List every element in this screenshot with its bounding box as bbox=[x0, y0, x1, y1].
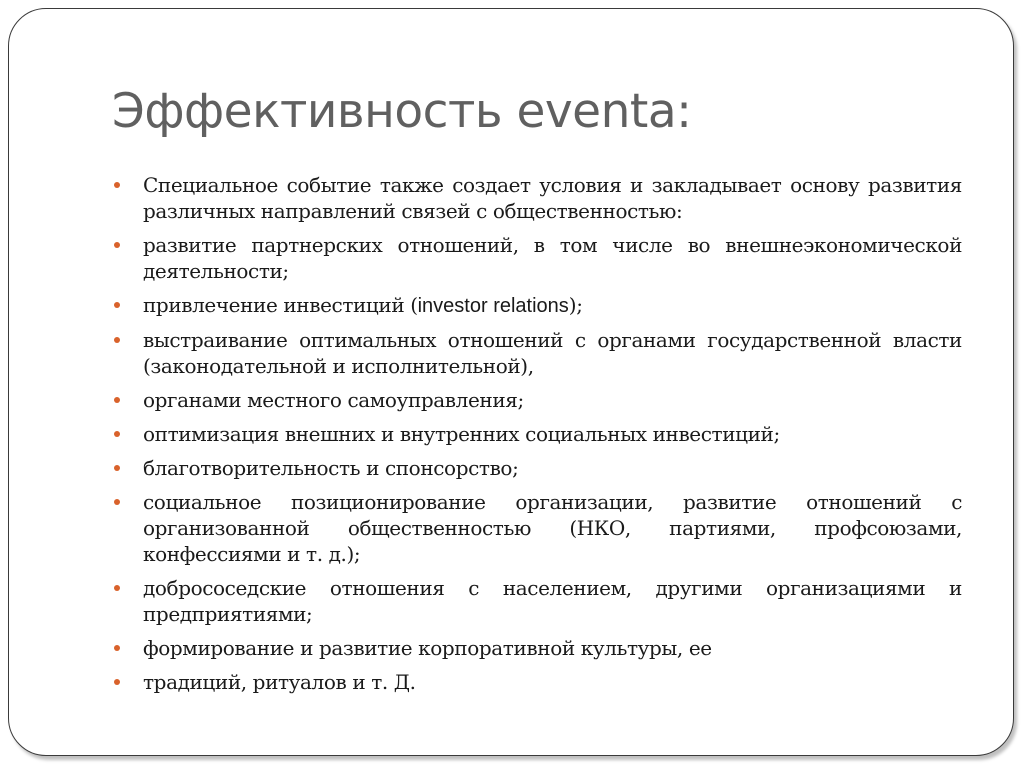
bullet-icon bbox=[114, 431, 120, 437]
bullet-list bbox=[112, 172, 962, 703]
list-item bbox=[112, 421, 962, 447]
slide-title: Эффективность eventa: bbox=[112, 84, 692, 139]
bullet-icon bbox=[114, 645, 120, 651]
list-item-text: традиций, ритуалов и т. Д. bbox=[143, 670, 416, 694]
list-item-text: добрососедские отношения с населением, другими организациями и предприятиями; bbox=[143, 576, 962, 626]
list-item-text-suffix: ); bbox=[568, 293, 583, 317]
list-item bbox=[112, 455, 962, 481]
list-item-text: выстраивание оптимальных отношений с органами государственной власти (законодательной и исполнительной), bbox=[143, 328, 962, 378]
list-item bbox=[112, 387, 962, 413]
list-item-text: органами местного самоуправления; bbox=[143, 388, 524, 412]
list-item-text: формирование и развитие корпоративной культуры, ее bbox=[143, 636, 712, 660]
list-item bbox=[112, 575, 962, 627]
investor-relations-text: investor relations bbox=[417, 295, 569, 317]
bullet-icon bbox=[114, 397, 120, 403]
bullet-icon bbox=[114, 585, 120, 591]
list-item-text: Специальное событие также создает условия и закладывает основу развития различных направлений связей с общественностью: bbox=[143, 173, 962, 223]
list-item-text: привлечение инвестиций ( bbox=[143, 293, 418, 317]
list-item bbox=[112, 489, 962, 567]
bullet-icon bbox=[114, 499, 120, 505]
list-item bbox=[112, 669, 962, 695]
bullet-icon bbox=[114, 465, 120, 471]
list-item-text: развитие партнерских отношений, в том числе во внешнеэкономической деятельности; bbox=[143, 233, 962, 283]
list-item bbox=[112, 292, 962, 319]
list-item bbox=[112, 232, 962, 284]
list-item bbox=[112, 635, 962, 661]
bullet-icon bbox=[114, 182, 120, 188]
list-item-text: социальное позиционирование организации, развитие отношений с организованной общественностью (НКО, партиями, профсоюзами, конфессиями и т. д.); bbox=[143, 490, 962, 566]
list-item bbox=[112, 327, 962, 379]
list-item-text: оптимизация внешних и внутренних социальных инвестиций; bbox=[143, 422, 780, 446]
list-item bbox=[112, 172, 962, 224]
list-item-text: благотворительность и спонсорство; bbox=[143, 456, 519, 480]
bullet-icon bbox=[114, 242, 120, 248]
bullet-icon bbox=[114, 302, 120, 308]
bullet-icon bbox=[114, 337, 120, 343]
bullet-icon bbox=[114, 679, 120, 685]
